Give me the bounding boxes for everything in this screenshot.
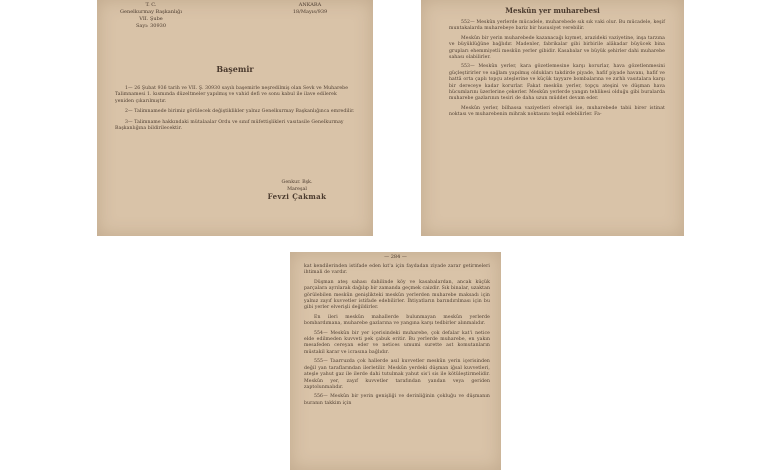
- header-line: 18/Mayıs/939: [292, 9, 328, 15]
- paragraph: 553— Meskûn yerler, kara gözetlemesine karşı korurlar, hava gözetlenmesini güçleştirirler ve sağlam yapılmış oldukları takdirde piyade, hafif piyade havanı, hafif ve hattâ orta çaplı topçu ateşlerine ve küçük tayyare bombalarına ve zırhlı vasıtalara karşı bir dereceye kadar korurlar. Fakat meskûn yerler, topçu ateşini ve düşman hava hücumlarını üzerlerine çekerler. Meskûn yerlerde yangın tehlikesi olduğu gibi buralarda muharebe gazlarının tesiri de daha uzun müddet devam eder.: [449, 64, 665, 102]
- page-body: [304, 264, 490, 410]
- signature-block: [247, 180, 347, 201]
- paragraph: Meskûn bir yerin muharebede kazanacağı kıymet, arazideki vaziyetine, inşa tarzına ve büyüklüğüne bağlıdır. Madenler, fabrikalar gibi birbirile alâkadar büyücek bina grupları ehemmiyetli meskûn yerler gibidir. Kasabalar ve büyük şehirler dahi muharebe sahası olabilirler.: [449, 35, 665, 61]
- document-page-basemir: [97, 0, 373, 236]
- paragraph: En ileri meskûn mahallerde bulunmayan meskûn yerlerde bombardımana, muharebe gazlarına ve yangına karşı tedbirler alınmalıdır.: [304, 314, 490, 327]
- page-number: — 284 —: [384, 254, 407, 260]
- paragraph: 3— Talimname hakkındaki mütalaalar Ordu ve sınıf müfettişlikleri vasıtasile Genelkurmay Başkanlığına bildirilecektir.: [115, 119, 344, 132]
- header-right: [275, 2, 345, 16]
- paragraph: 552— Meskûn yerlerde mücadele, muharebede sık sık vaki olur. Bu mücadele, keşif muntakalarda muharebeye bariz bir hususiyet verebilir.: [449, 20, 665, 32]
- paragraph: kat kendilerinden istifade eden kıt'a için faydadan ziyade zarar getirmeleri ihtimali de vardır.: [304, 264, 490, 276]
- header-line: VII. Şube: [139, 16, 163, 22]
- paragraph: 555— Taarruzda çok hallerde asıl kuvvetler meskûn yerin içerisinden değil yan taraflarından ilerletilir. Meskûn yerdeki düşman iğsal kuvvetleri, ateşle yahut gaz ile ilerde dahi tutulmak yahut sis'i sis ile kötüleştirmelidir. Meskûn yer, zayıf kuvvetler tarafından yandan veya geriden zaptolunmalıdır.: [304, 359, 490, 390]
- header-line: T. C.: [145, 2, 157, 8]
- signature-role: Genkur. Bşk.: [281, 180, 313, 185]
- signature-name: Fevzi Çakmak: [267, 192, 327, 202]
- paragraph: 2— Talimnamede birimiz görülecek değiştiklikler yalnız Genelkurmay Başkanlığınca emredilir.: [125, 109, 355, 115]
- page-title: Başemir: [216, 64, 254, 74]
- signature-role: Mareşal: [287, 186, 307, 192]
- paragraph: 554— Meskûn bir yer içerisindeki muharebe, çok defalar kat'i netice elde edilmeden kuvveti pek çabuk eritir. Bu yerlerde muharebe, en yakın mesafeden cereyan eder ve netices umumi surette ast komutanların müstakil karar ve icrasına bağlıdır.: [304, 330, 490, 355]
- header-line: Sayı: 30930: [135, 23, 166, 29]
- page-body: [449, 20, 665, 122]
- header-left: [111, 2, 191, 30]
- page-body: [115, 86, 357, 136]
- paragraph: Meskûn yerler, bilhassa vaziyetleri elverişli ise, muharebede tabii birer istinat noktası ve muharebenin mihrak noktasını teşkil edebilirler. Fa-: [449, 105, 665, 118]
- header-line: Genelkurmay Başkanlığı: [120, 9, 182, 15]
- document-page-meskun: [421, 0, 684, 236]
- header-line: ANKARA: [298, 2, 322, 8]
- page-title: Meskûn yer muharebesi: [505, 6, 600, 15]
- paragraph: 556— Meskûn bir yerin genişliği ve derinliğinin çokluğu ve düşmanın buranın takkim için: [304, 394, 490, 406]
- paragraph: Düşman ateş sahası dahilinde köy ve kasabalardan, ancak küçük parçalara ayrılarak dağılıp bir zamanda geçmek caizdir. Sık binalar, uzaktan görülebilen meskûn genişlikteki meskûn yerlerden muharebe maksadı için yalnız zayıf kuvvetler istifade edebilirler. İhtiyatların barındırılması için bu gibi yerler elverişli değildirler.: [304, 279, 490, 311]
- paragraph: 1— 26 Şubat 936 tarih ve VII. Ş. 30930 sayılı başemirle neşredilmiş olan Sevk ve Muharebe Talimnamesi 1. kısmında düzeltmeler yapılmış ve vahid defi ve sonu kabul ile ilave edilerek yeniden çıkarılmıştır.: [115, 86, 349, 104]
- document-page-284: [290, 252, 501, 470]
